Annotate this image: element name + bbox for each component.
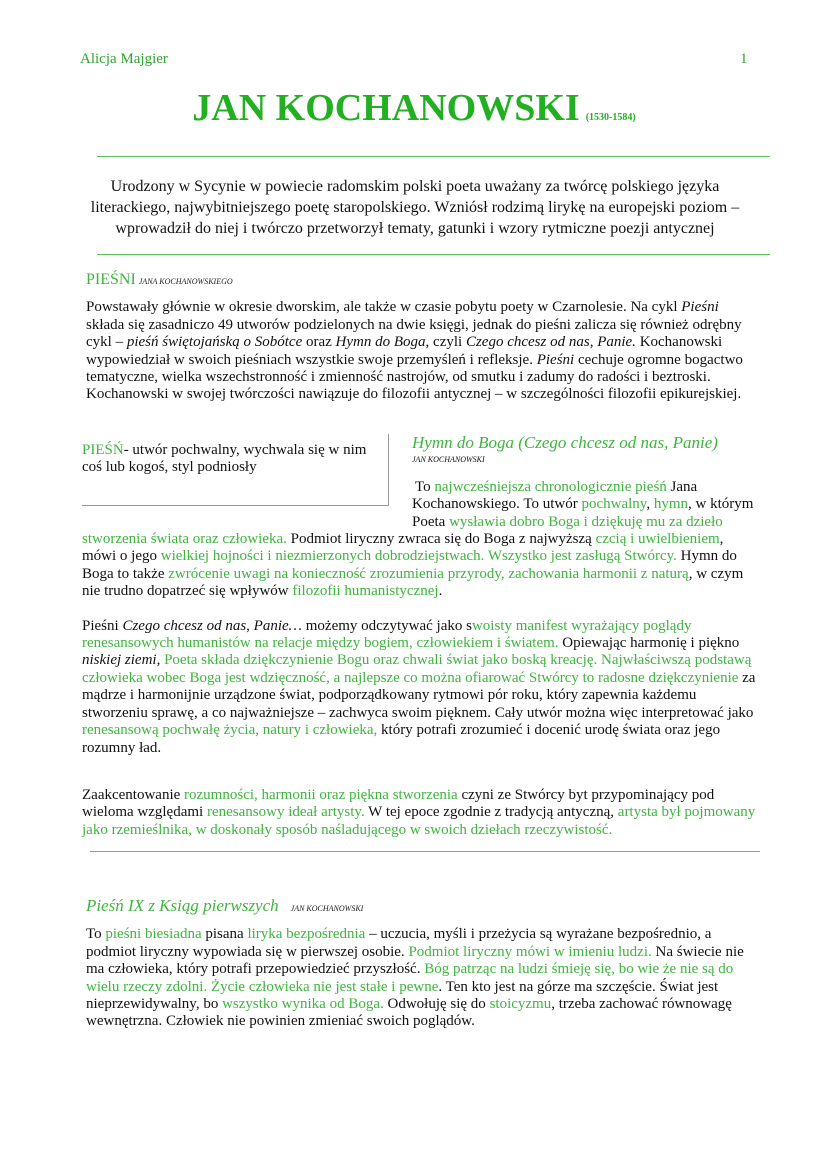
highlighted-text: wysławia dobro Boga i dziękuję mu za dzieło stworzenia świata oraz człowieka. <box>82 513 723 548</box>
text-segment: , czyli <box>425 334 466 351</box>
text-segment: Hymn do Boga to także <box>82 548 737 582</box>
text-segment: niskiej ziemi <box>82 652 157 669</box>
text-segment: – uczucia, myśli i przeżycia są wyrażane bezpośrednio, a podmiot liryczny wypowiada się w pierwszej osobie. <box>86 926 712 960</box>
highlighted-text: zwrócenie uwagi na konieczność zrozumienia przyrody, zachowania harmonii z naturą <box>168 565 689 582</box>
hymn-paragraph-3 <box>82 787 758 839</box>
text-segment: za mądrze i harmonijnie urządzone świat, podporządkowany rytmowi pór roku, który zapewnia każdemu stworzeniu sprawę, a co najważniejsze – zachwyca swoim pięknem. Cały utwór można więc interpretować jako <box>82 669 756 721</box>
text-segment: Podmiot liryczny zwraca się do Boga z najwyższą <box>286 531 596 548</box>
text-segment: Jana Kochanowskiego. To utwór <box>412 478 698 513</box>
highlighted-text: wielkiej hojności i niezmierzonych dobrodziejstwach. <box>160 548 485 565</box>
text-segment: cechuje ogromne bogactwo tematyczne, wielka wszechstronność i zmienność nastrojów, od smutku i zadumy do radości i beztroski. Kochanowski w swojej twórczości nawiązuje do filozofii antycznej – w szczególności filozofii epikurejskiej. <box>86 351 743 403</box>
text-segment: Pieśni <box>82 617 123 634</box>
hymn-heading: Hymn do Boga (Czego chcesz od nas, Panie) <box>412 433 718 452</box>
definition-float <box>82 434 412 522</box>
piesn-ix-paragraph <box>86 926 758 1030</box>
section-heading <box>86 897 758 917</box>
hymn-author: JAN KOCHANOWSKI <box>412 455 485 465</box>
highlighted-text: hymn <box>653 496 688 513</box>
highlighted-text: rozumności, harmonii oraz piękna stworzenia <box>184 786 458 803</box>
page-number: 1 <box>740 51 748 67</box>
text-segment: , w czym nie trudno dopatrzeć się wpływów <box>82 565 744 600</box>
heading-sub: JAN KOCHANOWSKI <box>290 904 364 913</box>
text-segment: Odwołuję się do <box>383 996 490 1013</box>
text-segment: możemy odczytywać jako s <box>302 617 472 634</box>
highlighted-text: Wszystko jest zasługą Stwórcy. <box>487 548 677 565</box>
highlighted-text: pochwalny <box>581 496 647 513</box>
section-heading <box>86 271 758 290</box>
text-segment: Opiewając harmonię i piękno <box>558 635 740 652</box>
highlighted-text: artysta był pojmowany jako rzemieślnika, w doskonały sposób naśladującego w swoich dziełach rzeczywistość. <box>82 804 756 838</box>
text-segment: . <box>438 583 443 600</box>
highlighted-text: najwcześniejsza chronologicznie pieśń <box>434 478 667 495</box>
definition-text: - utwór pochwalny, wychwala się w nim coś lub kogoś, styl podniosły <box>82 442 367 475</box>
hymn-paragraph-2 <box>82 618 758 757</box>
page-title <box>0 86 828 130</box>
highlighted-text: pieśni biesiadna <box>105 926 202 943</box>
text-segment: Pieśni <box>681 299 719 316</box>
divider <box>97 156 770 157</box>
text-segment: W tej epoce zgodnie z tradycją antyczną, <box>364 804 618 821</box>
heading-text: PIEŚNI <box>86 271 136 288</box>
text-segment: Czego chcesz od nas, Panie… <box>122 617 302 634</box>
text-segment: , w którym Poeta <box>412 496 754 530</box>
text-segment: oraz <box>302 334 336 351</box>
text-segment: pisana <box>201 926 248 943</box>
title-years: (1530-1584) <box>585 112 636 123</box>
highlighted-text: renesansową pochwałę życia, natury i człowieka, <box>82 722 378 739</box>
text-segment: , mówi o jego <box>82 531 724 565</box>
text-segment: Hymn do Boga <box>335 334 426 351</box>
text-segment: czyni ze Stwórcy byt przypominający pod wieloma względami <box>82 786 715 821</box>
highlighted-text: wszystko wynika od Boga. <box>222 996 384 1013</box>
section-piesni <box>86 271 758 404</box>
title-text: JAN KOCHANOWSKI <box>192 87 580 129</box>
text-segment: , <box>156 652 165 669</box>
definition-box <box>82 434 389 506</box>
highlighted-text: Poeta składa dziękczynienie Bogu oraz chwali świat jako boską kreację. Najwłaściwszą podstawą człowieka wobec Boga jest wdzięczność, a najlepsze co można ofiarować Stwórcy to radosne dziękczynienie <box>82 652 752 686</box>
text-segment: pieśń świętojańską o Sobótce <box>126 334 303 351</box>
highlighted-text: filozofii humanistycznej <box>292 583 439 600</box>
highlighted-text: woisty manifest wyrażający poglądy renesansowych humanistów na relacje między bogiem, człowiekiem i światem. <box>82 617 692 652</box>
text-segment: Czego chcesz od nas, Panie. <box>465 334 636 351</box>
text-segment: składa się zasadniczo 49 utworów podzielonych na dwie księgi, jednak do pieśni zalicza się również odrębny cykl – <box>86 316 742 351</box>
text-segment: Kochanowski wypowiedział w swoich pieśniach wszystkie swoje przemyśleń i refleksje. <box>86 334 723 368</box>
divider <box>97 254 770 255</box>
piesni-paragraph <box>86 299 758 403</box>
highlighted-text: liryka bezpośrednia <box>247 926 366 943</box>
text-segment: To <box>415 478 435 495</box>
section-hymn <box>82 434 758 839</box>
divider <box>90 851 760 852</box>
highlighted-text: renesansowy ideał artysty. <box>206 804 365 821</box>
definition-term: PIEŚŃ <box>82 442 124 458</box>
text-segment: Na świecie nie ma człowieka, który potrafi przepowiedzieć przyszłość. <box>86 943 744 978</box>
text-segment: . Ten kto jest na górze ma szczęście. Świat jest nieprzewidywalny, bo <box>86 978 719 1013</box>
text-segment: Powstawały głównie w okresie dworskim, ale także w czasie pobytu poety w Czarnolesie. Na cykl <box>86 299 682 316</box>
text-segment: , trzeba zachować równowagę wewnętrzna. Człowiek nie powinien zmieniać swoich poglądów. <box>86 996 732 1030</box>
text-segment: który potrafi zrozumieć i docenić urodę świata oraz jego rozumny ład. <box>82 722 721 756</box>
author-name: Alicja Majgier <box>80 51 168 67</box>
text-segment: To <box>86 926 106 943</box>
highlighted-text: Podmiot liryczny mówi w imieniu ludzi. <box>408 943 652 960</box>
highlighted-text: Bóg patrząc na ludzi śmieję się, bo wie że nie są do wielu rzeczy zdolni. Życie człowieka nie jest stałe i pewne <box>86 961 734 995</box>
intro-paragraph: Urodzony w Sycynie w powiecie radomskim polski poeta uważany za twórcę polskiego języka literackiego, najwybitniejszego poetę staropolskiego. Wzniósł rodzimą lirykę na europejski poziom – wprowadził do niej i twórczo przetworzył tematy, gatunki i wzory rytmiczne poezji antycznej <box>90 178 740 237</box>
text-segment: , <box>646 496 654 513</box>
section-piesn-ix <box>86 897 758 1031</box>
heading-sub: JANA KOCHANOWSKIEGO <box>138 277 233 286</box>
highlighted-text: stoicyzmu <box>489 996 552 1013</box>
text-segment: Zaakcentowanie <box>82 786 185 803</box>
text-segment: Pieśni <box>536 351 575 368</box>
heading-text: Pieśń IX z Ksiąg pierwszych <box>86 896 279 915</box>
highlighted-text: czcią i uwielbieniem <box>595 531 720 548</box>
